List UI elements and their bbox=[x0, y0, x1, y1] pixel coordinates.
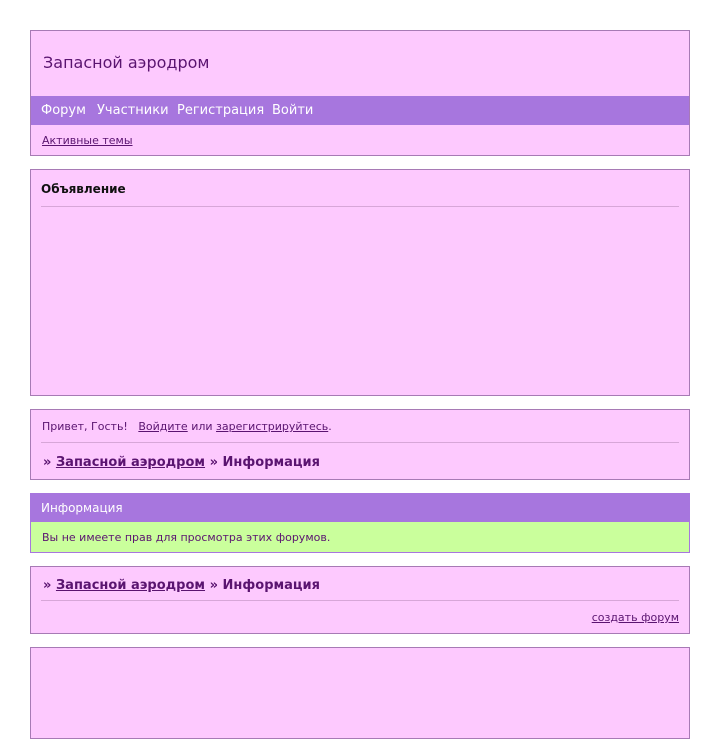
info-panel bbox=[30, 493, 690, 553]
bottom-divider bbox=[41, 600, 679, 601]
greeting-text: Привет, Гость! bbox=[42, 420, 128, 433]
main-navigation bbox=[31, 96, 689, 125]
bottom-crumbs-panel bbox=[30, 566, 690, 634]
nav-forum-link[interactable]: Форум bbox=[41, 103, 86, 118]
info-body bbox=[31, 522, 689, 552]
site-title: Запасной аэродром bbox=[43, 53, 210, 72]
breadcrumb-separator: » bbox=[43, 455, 52, 470]
announcement-panel bbox=[30, 169, 690, 396]
breadcrumb-separator: » bbox=[209, 455, 218, 470]
create-forum-link[interactable]: создать форум bbox=[591, 611, 679, 624]
breadcrumb-current: Информация bbox=[222, 578, 320, 593]
breadcrumb-current: Информация bbox=[222, 455, 320, 470]
login-link[interactable]: Войдите bbox=[138, 420, 188, 433]
breadcrumb-root-link[interactable]: Запасной аэродром bbox=[55, 578, 206, 593]
guest-panel bbox=[30, 409, 690, 480]
register-link[interactable]: зарегистрируйтесь bbox=[216, 420, 329, 433]
or-text: или bbox=[191, 420, 213, 433]
guest-divider bbox=[41, 442, 679, 443]
info-header bbox=[31, 494, 689, 522]
nav-users-link[interactable]: Участники bbox=[97, 103, 169, 118]
info-header-title: Информация bbox=[41, 501, 123, 515]
site-header bbox=[30, 30, 690, 156]
breadcrumb-separator: » bbox=[209, 578, 218, 593]
guest-greeting bbox=[42, 420, 332, 433]
active-topics-link[interactable]: Активные темы bbox=[42, 134, 133, 147]
breadcrumb-bottom bbox=[43, 578, 320, 593]
announcement-title: Объявление bbox=[41, 182, 126, 196]
info-message: Вы не имеете прав для просмотра этих форумов. bbox=[42, 531, 331, 544]
nav-register-link[interactable]: Регистрация bbox=[177, 103, 265, 118]
announcement-divider bbox=[41, 206, 679, 207]
greeting-period: . bbox=[328, 420, 332, 433]
breadcrumb bbox=[43, 455, 320, 470]
breadcrumb-root-link[interactable]: Запасной аэродром bbox=[55, 455, 206, 470]
footer-panel bbox=[30, 647, 690, 739]
nav-login-link[interactable]: Войти bbox=[272, 103, 314, 118]
breadcrumb-separator: » bbox=[43, 578, 52, 593]
